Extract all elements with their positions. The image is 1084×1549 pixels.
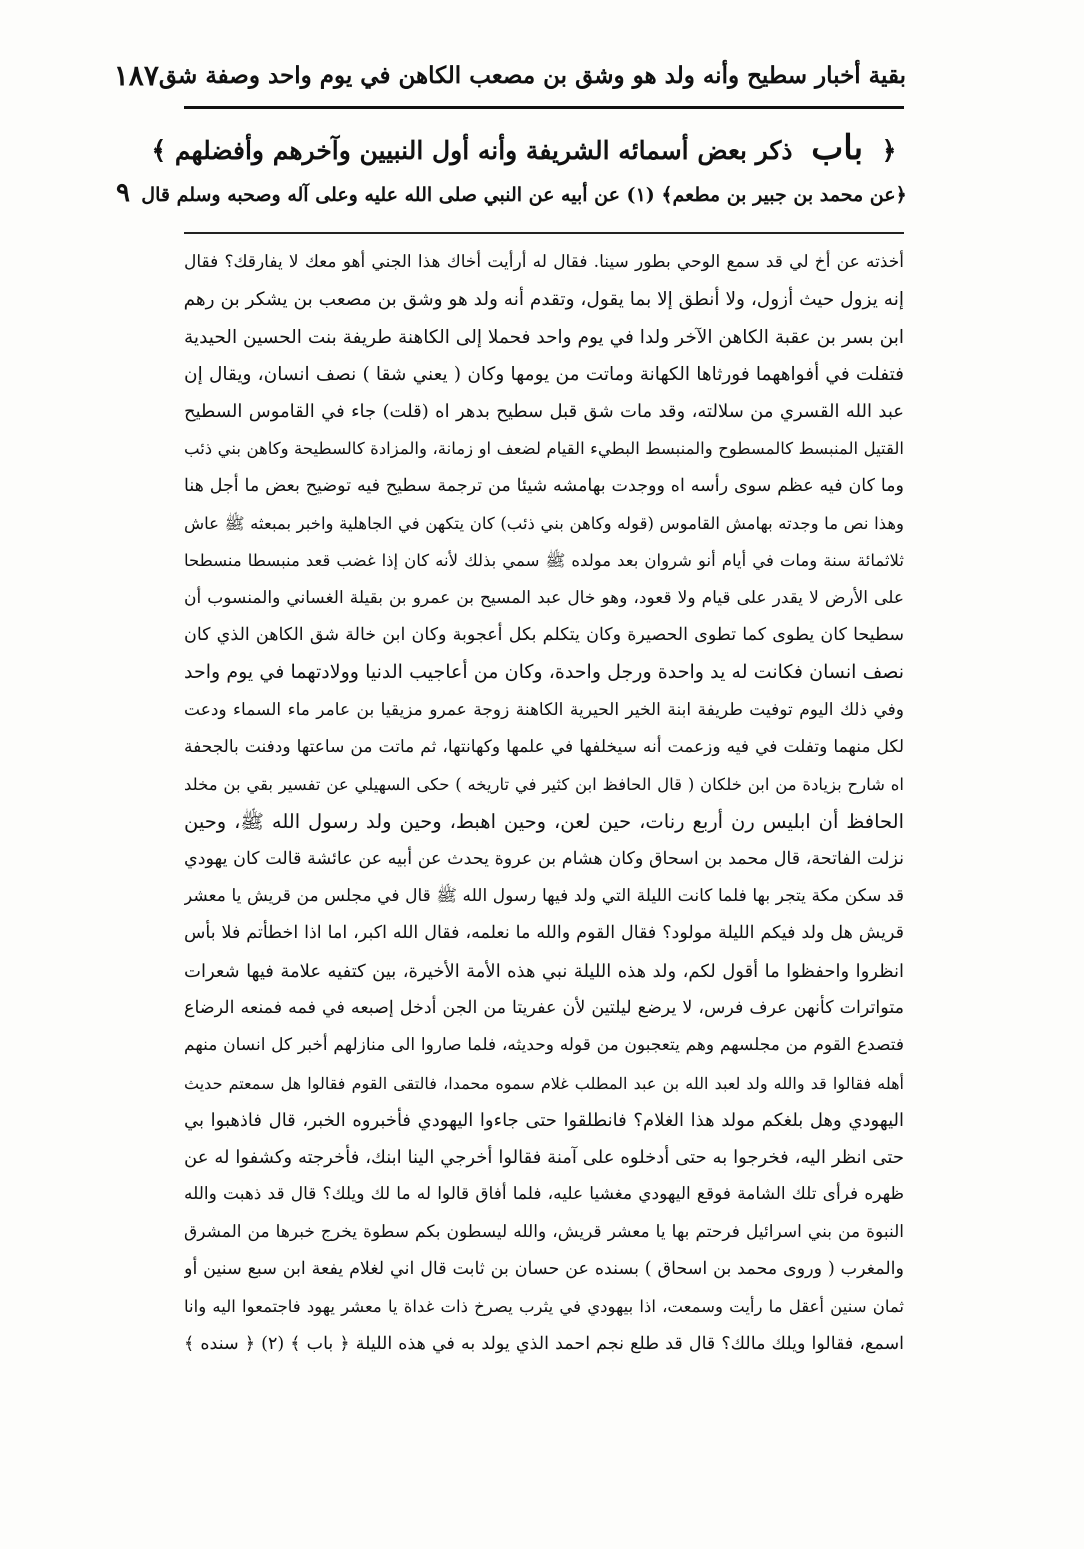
body-line: نزلت الفاتحة، قال محمد بن اسحاق وكان هشام بن عروة يحدث عن أبيه عن عائشة قالت كان يهودي xyxy=(184,848,904,869)
body-line: القتيل المنبسط كالمسطوح والمنبسط البطيء القيام لضعف او زمانة، والمزادة كالسطيحة وكاهن بني ذئب xyxy=(184,439,904,459)
body-line: قد سكن مكة يتجر بها فلما كانت الليلة التي ولد فيها رسول الله ﷺ قال في مجلس من قريش يا معشر xyxy=(184,886,904,907)
hadith-intro: ﴿عن محمد بن جبير بن مطعم﴾ (١) عن أبيه عن النبي صلى الله عليه وعلى آله وصحبه وسلم قال xyxy=(141,184,907,206)
running-header xyxy=(113,50,906,100)
body-line: وما كان فيه عظم سوى رأسه اه ووجدت بهامشه شيئا من ترجمة سطيح فيه توضيح بعض ما أجل هنا xyxy=(184,475,904,496)
body-line: انظروا واحفظوا ما أقول لكم، ولد هذه الليلة نبي هذه الأمة الأخيرة، بين كتفيه علامة فيها شعرات xyxy=(184,960,904,982)
margin-hadith-number: ٩ xyxy=(116,178,130,208)
body-text xyxy=(184,244,904,1514)
body-line: ظهره فرأى تلك الشامة فوقع اليهودي مغشيا عليه، فلما أفاق قالوا له ما لك ويلك؟ قال قد ذهبت والله xyxy=(184,1184,904,1205)
running-title: بقية أخبار سطيح وأنه ولد هو وشق بن مصعب الكاهن في يوم واحد وصفة شق xyxy=(158,61,906,89)
body-line: لكل منهما وتفلت في فيه وزعمت أنه سيخلفها في علمها وكهانتها، ثم ماتت من ساعتها ودفنت بالجحفة xyxy=(184,736,904,757)
body-line: اسمع، فقالوا ويلك مالك؟ قال قد طلع نجم احمد الذي يولد به في هذه الليلة ﴿ باب ﴾ (٢) ﴿ سنده ﴾ xyxy=(184,1333,904,1354)
chapter-heading xyxy=(134,130,914,169)
body-line: النبوة من بني اسرائيل فرحتم بها يا معشر قريش، والله ليسطون بكم سطوة يخرج خبرها من المشرق xyxy=(184,1221,904,1242)
section-rule xyxy=(184,232,904,234)
chapter-close-bracket: ﴾ xyxy=(151,136,167,165)
body-line: اه شارح بزيادة من ابن خلكان ( قال الحافظ ابن كثير في تاريخه ) حكى السهيلي عن تفسير بقي بن مخلد xyxy=(184,775,904,795)
body-line: وفي ذلك اليوم توفيت طريفة ابنة الخير الحيرية الكاهنة زوجة عمرو مزيقيا بن عامر ماء السماء ودعت xyxy=(184,699,904,720)
page-number: ١٨٧ xyxy=(113,58,159,92)
body-line: أخذته عن أخ لي قد سمع الوحي بطور سينا. فقال له أرأيت أخاك هذا الجني أهو معك لا يفارقك؟ فقال xyxy=(184,252,904,272)
body-line: ثلاثمائة سنة ومات في أيام أنو شروان بعد مولده ﷺ سمي بذلك لأنه كان إذا غضب قعد منبسطا منسطحا xyxy=(184,551,904,571)
body-line: أهله فقالوا قد والله ولد لعبد الله بن عبد المطلب غلام سموه محمدا، فالتقى القوم فقالوا هل سمعتم حديث xyxy=(184,1073,904,1093)
body-line: ثمان سنين أعقل ما رأيت وسمعت، اذا بيهودي في يثرب يصرخ ذات غداة يا معشر يهود فاجتمعوا اليه وانا xyxy=(184,1297,904,1317)
header-rule xyxy=(184,106,904,109)
body-line: متواترات كأنهن عرف فرس، لا يرضع ليلتين لأن عفريتا من الجن أدخل إصبعه في فمه فمنعه الرضاع xyxy=(184,997,904,1018)
body-line: سطيحا كان يطوى كما تطوى الحصيرة وكان يتكلم بكل أعجوبة وكان ابن خالة شق الكاهن الذي كان xyxy=(184,624,904,645)
body-line: إنه يزول حيث أزول، ولا أنطق إلا بما يقول، وتقدم أنه ولد هو وشق بن مصعب بن يشكر بن رهم xyxy=(184,289,904,311)
body-line: على الأرض لا يقدر على قيام ولا قعود، وهو خال عبد المسيح بن عمرو بن بقيلة الغساني والمنسوب أن xyxy=(184,587,904,608)
body-line: وهذا نص ما وجدته بهامش القاموس (قوله وكاهن بني ذئب) كان يتكهن في الجاهلية واخبر بمبعثه ﷺ عاش xyxy=(184,514,904,534)
body-line: عبد الله القسري من سلالته، وقد مات شق قبل سطيح بدهر اه (قلت) جاء في القاموس السطيح xyxy=(184,401,904,423)
chapter-bab-word: باب xyxy=(811,128,864,168)
body-line: اليهودي وهل بلغكم مولد هذا الغلام؟ فانطلقوا حتى جاءوا اليهودي فأخبروه الخبر، قال فاذهبوا بي xyxy=(184,1109,904,1131)
body-line: نصف انسان فكانت له يد واحدة ورجل واحدة، وكان من أعاجيب الدنيا وولادتهما في يوم واحد xyxy=(184,661,904,684)
body-line: فتصدع القوم من مجلسهم وهم يتعجبون من قوله وحديثه، فلما صاروا الى منازلهم أخبر كل انسان منهم xyxy=(184,1035,904,1056)
body-line: فتفلت في أفواههما فورثاها الكهانة وماتت من يومها وكان ( يعني شقا ) نصف انسان، ويقال إن xyxy=(184,363,904,385)
chapter-title: ذكر بعض أسمائه الشريفة وأنه أول النبيين وآخرهم وأفضلهم xyxy=(174,136,793,165)
body-line: الحافظ أن ابليس رن أربع رنات، حين لعن، وحين اهبط، وحين ولد رسول الله ﷺ، وحين xyxy=(184,810,904,834)
body-line: قريش هل ولد فيكم الليلة مولود؟ فقال القوم والله ما نعلمه، فقال الله اكبر، اما اذا اخطأتم فلا بأس xyxy=(184,923,904,944)
chapter-open-bracket: ﴿ xyxy=(881,136,897,165)
body-line: ابن بسر بن عقبة الكاهن الآخر ولدا في يوم واحد فحملا إلى الكاهنة طريفة بنت الحسين الحيدية xyxy=(184,326,904,348)
body-line: والمغرب ( وروى محمد بن اسحاق ) بسنده عن حسان بن ثابت قال اني لغلام يفعة ابن سبع سنين أو xyxy=(184,1259,904,1280)
body-line: حتى انظر اليه، فخرجوا به حتى أدخلوه على آمنة فقالوا أخرجي الينا ابنك، فأخرجته وكشفوا له عن xyxy=(184,1147,904,1169)
